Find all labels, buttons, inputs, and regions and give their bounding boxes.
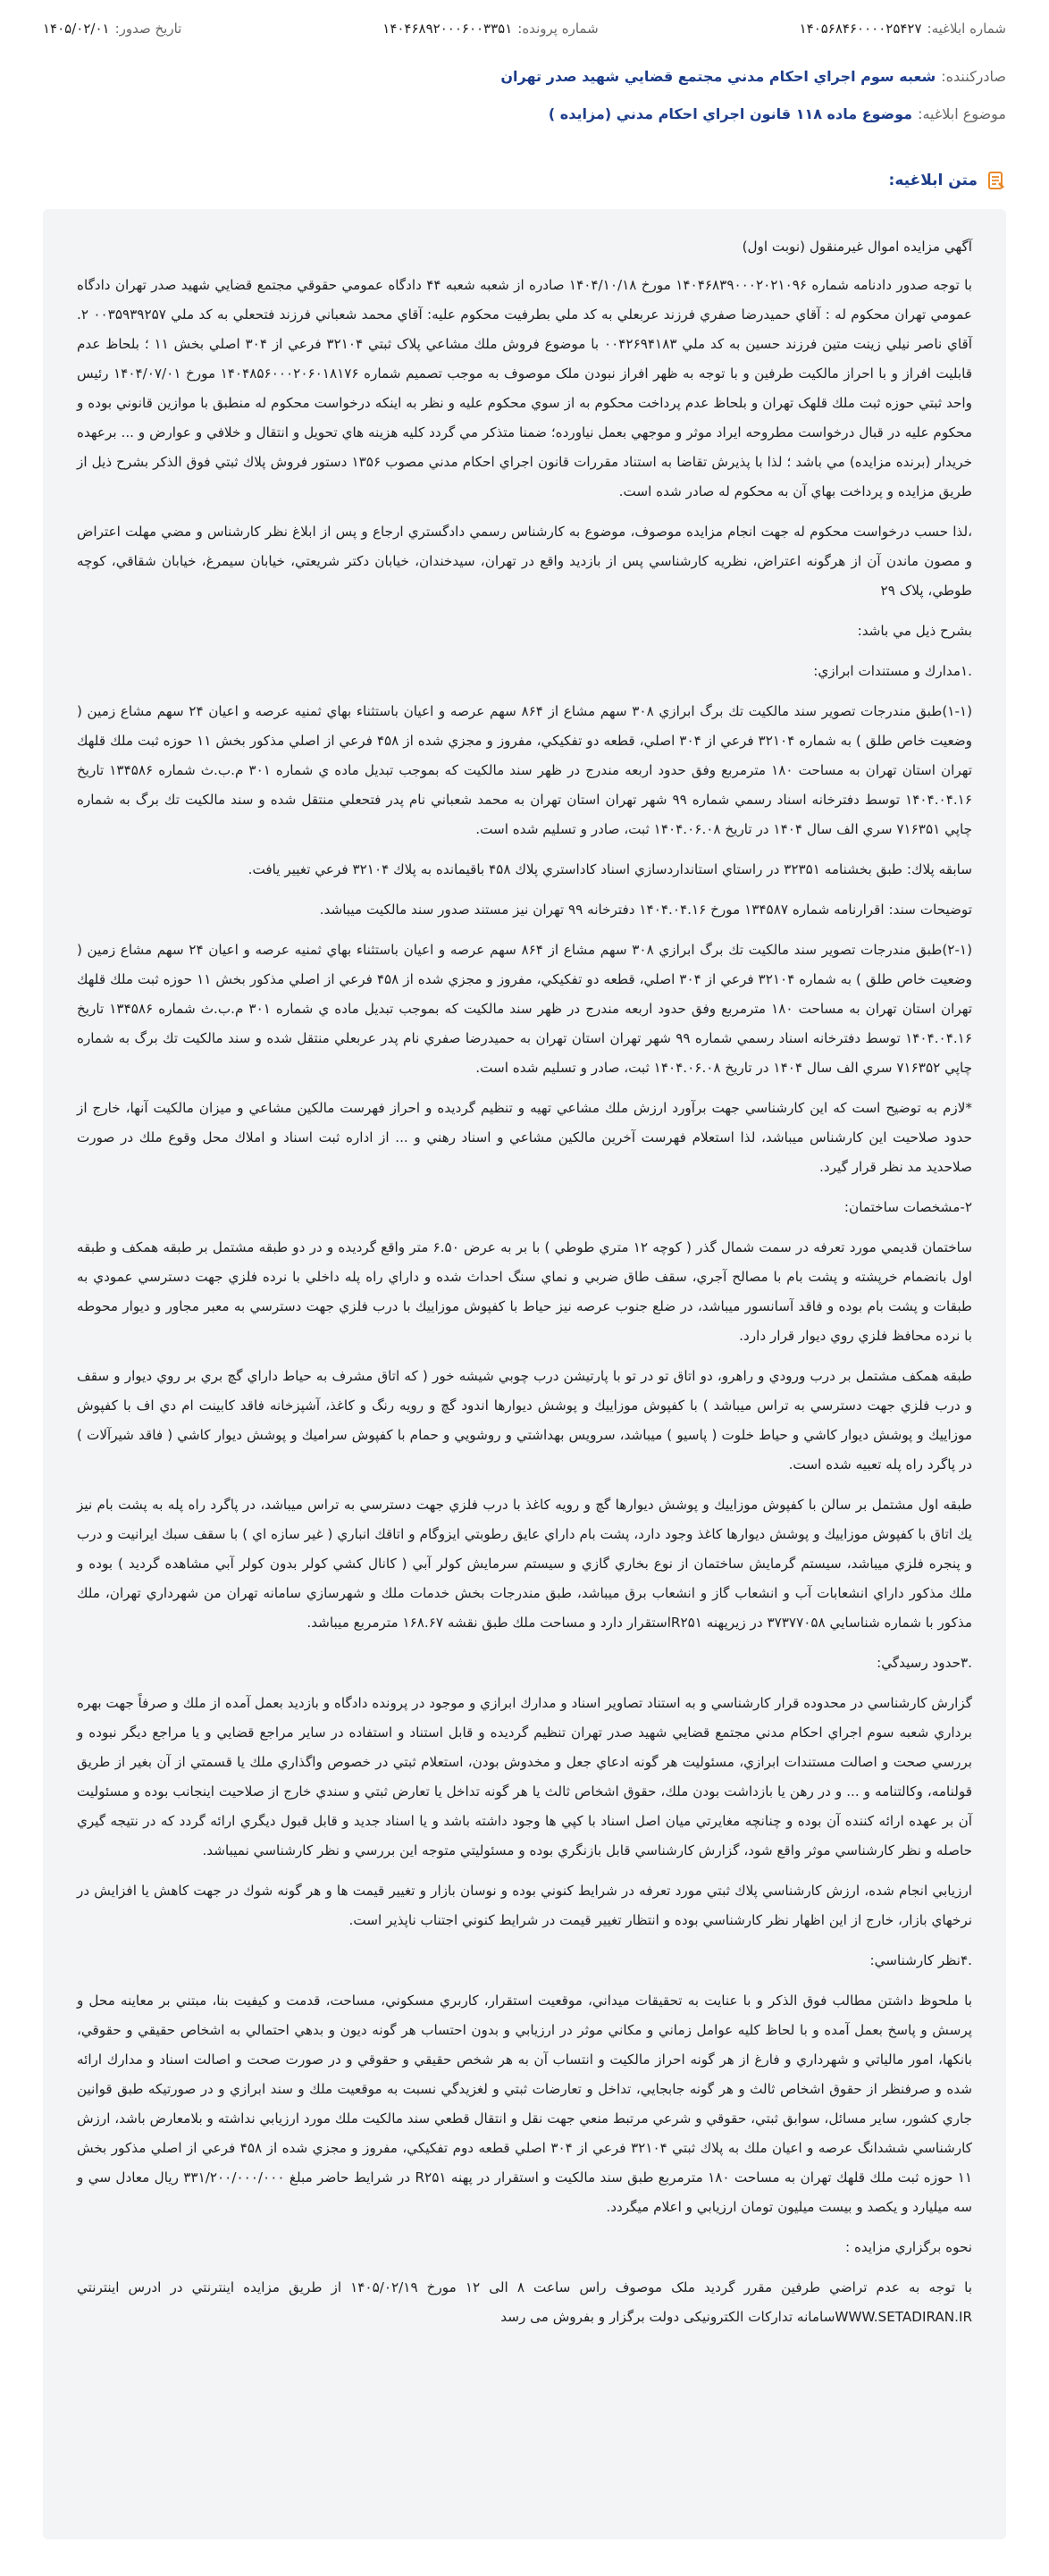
paragraph-plot-history: سابقه پلاك: طبق بخشنامه ۳۲۳۵۱ در راستاي استانداردسازي اسناد كاداستري پلاك ۴۵۸ باقيمانده به پلاك ۳۲۱۰۴ فرعي تغيير يافت. xyxy=(248,861,972,877)
issuer-label: صادرکننده: xyxy=(941,67,1006,85)
paragraph-valuation-note: ارزيابي انجام شده، ارزش كارشناسي پلاك ثبتي مورد تعرفه در شرايط كنوني بوده و نوسان بازار و تغيير قيمت ها و هر گونه شوك در جهت كاهش يا افزايش در نرخهاي بازار، خارج از اين اظهار نظر كارشناسي بوده و انتظار تغيير قيمت در شرايط كنوني اجتناب ناپذير است. xyxy=(77,1883,972,1928)
issue-date-value: ۱۴۰۵/۰۲/۰۱ xyxy=(43,21,110,37)
issue-date xyxy=(43,21,181,37)
paragraph-deed-2: (۲-۱)طبق مندرجات تصوير سند مالكيت تك برگ ابرازي ۳۰۸ سهم مشاع از ۸۶۴ سهم عرصه و اعيان باستثناء بهاي ثمنيه عرصه و اعيان ۲۴ سهم مشاع زمين ( وضعيت خاص طلق ) به شماره ۳۲۱۰۴ فرعي از ۳۰۴ اصلي، قطعه دو تفكيكي، مفروز و مجزي شده از ۴۵۸ فرعي از اصلي مذکور بخش ۱۱ حوزه ثبت ملك قلهك تهران استان تهران به مساحت ۱۸۰ مترمربع وفق حدود اربعه مندرج در ظهر سند مالكيت كه بموجب تبديل ماده ي شماره ۳۰۱ م.ب.ث شماره ۱۳۴۵۸۶ تاريخ ۱۴۰۴.۰۴.۱۶ توسط دفترخانه اسناد رسمي شماره ۹۹ شهر تهران استان تهران به حميدرضا صفري نام پدر عربعلي منتقل شده و سند مالكيت تك برگ به شماره چاپي ۷۱۶۳۵۲ سري الف سال ۱۴۰۴ در تاريخ ۱۴۰۴.۰۶.۰۸ ثبت، صادر و تسليم شده است. xyxy=(77,942,973,1076)
notice-text-title: متن ابلاغيه: xyxy=(888,172,978,189)
paragraph-ruling: با توجه صدور دادنامه شماره ۱۴۰۴۶۸۳۹۰۰۰۲۰۲۱۰۹۶ مورخ ۱۴۰۴/۱۰/۱۸ صادره از شعبه شعبه ۴۴ دادگاه عمومي حقوقي مجتمع قضايي شهيد صدر تهران دادگاه عمومي تهران محکوم له : آقاي حميدرضا صفري فرزند عربعلي به کد ملي بطرفيت محکوم عليه: آقاي محمد شعباني فرزند فتحعلي به کد ملي ۰۰۳۵۹۳۹۲۵۷ ۲. آقاي ناصر نيلي زينت متين فرزند حسين به کد ملي ۰۰۴۲۶۹۴۱۸۳ با موضوع فروش ملك مشاعي پلاک ثبتي ۳۲۱۰۴ فرعي از ۳۰۴ اصلي بخش ۱۱ ؛ بلحاظ عدم قابليت افراز و با احراز مالکيت طرفين و با توجه به ظهر افراز نبودن ملک موصوف به موجب تصميم شماره ۱۴۰۴۸۵۶۰۰۰۲۰۶۰۱۸۱۷۶ مورخ ۱۴۰۴/۰۷/۰۱ رئيس واحد ثبتي حوزه ثبت ملك قلهک تهران و بلحاظ عدم پرداخت محكوم به از سوي محكوم عليه و نظر به اينكه درخواست محکوم له منطبق با موازين قانوني بوده و محكوم عليه در قبال درخواست مطروحه ايراد موثر و موجهي بعمل نياورده؛ ضمنا متذکر مي گردد کليه هزينه هاي تحويل و انتقال و خلافي و عوارض و ... برعهده خريدار (برنده مزايده) مي باشد ؛ لذا با پذيرش تقاضا به استناد مقررات قانون اجراي احكام مدني مصوب ۱۳۵۶ دستور فروش پلاك ثبتي فوق الذكر بشرح ذيل از طريق مزايده و پرداخت بهاي آن به محكوم له صادر شده است. xyxy=(77,277,973,499)
notice-number-label: شماره ابلاغيه: xyxy=(927,21,1006,37)
heading-auction-method: نحوه برگزاري مزايده : xyxy=(845,2239,972,2255)
heading-documents: .۱مدارك و مستندات ابرازي: xyxy=(813,663,972,679)
paragraph-deed-notes: توضيحات سند: اقرارنامه شماره ۱۳۴۵۸۷ مورخ ۱۴۰۴.۰۴.۱۶ دفترخانه ۹۹ تهران نيز مستند صدور سند مالكيت ميباشد. xyxy=(319,902,972,918)
case-number xyxy=(382,21,598,37)
issuer-value: شعبه سوم اجراي احكام مدني مجتمع قضايي شهيد صدر تهران xyxy=(500,67,936,85)
notice-number xyxy=(800,21,1006,37)
paragraph-expert-referral: ،لذا حسب درخواست محکوم له جهت انجام مزايده موصوف، موضوع به کارشناس رسمي دادگستري ارجاع و پس از ابلاغ نظر کارشناس و مضي مهلت اعتراض و مصون ماندن آن از هرگونه اعتراض، نظريه کارشناسي پس از بازديد واقع در تهران، سيدخندان، خيابان دکتر شريعتي، خيابان سيمرغ، خيابان شقاقي، کوچه طوطي، پلاک ۲۹ xyxy=(77,524,972,599)
heading-scope: .۳حدود رسيدگي: xyxy=(877,1655,972,1671)
paragraph-auction-method: با توجه به عدم تراضي طرفين مقرر گرديد ملک موصوف راس ساعت ۸ الی ۱۲ مورخ ۱۴۰۵/۰۲/۱۹ از طريق مزايده اينترنتي در ادرس اينترنتي WWW.SETADIRAN.IRسامانه تدارکات الکترونيکی دولت برگزار و بفروش می رسد xyxy=(77,2279,972,2325)
heading-expert-opinion: .۴نظر كارشناسي: xyxy=(869,1952,972,1968)
issue-date-label: تاريخ صدور: xyxy=(114,21,182,37)
issuer-line xyxy=(0,57,1049,95)
paragraph-building-general: ساختمان قديمي مورد تعرفه در سمت شمال گذر ( كوچه ۱۲ متري طوطي ) با بر به عرض ۶.۵۰ متر واقع گرديده و در دو طبقه مشتمل بر طبقه همكف و طبقه اول بانضمام خرپشته و پشت بام با مصالح آجري، سقف طاق ضربي و نماي سنگ احداث شده و داراي راه پله داخلي با نرده فلزي جهت دسترسي عمودي به طبقات و پشت بام بوده و فاقد آسانسور ميباشد، در ضلع جنوب عرصه نيز حياط با كفپوش موزاييك با درب فلزي جهت دسترسي به معبر مجاور و ديوار محوطه با نرده محافظ فلزي روي ديوار قرار دارد. xyxy=(77,1239,972,1344)
paragraph-scope: گزارش كارشناسي در محدوده قرار كارشناسي و به استناد تصاوير اسناد و مدارك ابرازي و موجود در پرونده دادگاه و بازديد بعمل آمده از ملك و صرفاً جهت بهره برداري شعبه سوم اجراي احكام مدني مجتمع قضايي شهيد صدر تهران تنظيم گرديده و قابل استناد و استفاده در ساير مراجع قضايي و يا مراجع ديگر نبوده و بررسي صحت و اصالت مستندات ابرازي، مسئوليت هر گونه ادعاي جعل و مخدوش بودن، استعلام ثبتي در خصوص واگذاري ملك يا قسمتي از آن بغير از طريق قولنامه، وكالتنامه و ... و در رهن يا بازداشت بودن ملك، حقوق اشخاص ثالث يا هر گونه تداخل يا تعارض ثبتي و سندي خارج از صلاحيت اينجانب بوده و مسئوليت آن بر عهده ارائه كننده آن بوده و چنانچه مغايرتي ميان اصل اسناد با كپي ها وجود داشته باشد و يا اسناد جديد و قابل قبول ديگري ارائه گردد كه در نتيجه گيري حاصله و نظر كارشناسي موثر واقع شود، گزارش كارشناسي قابل بازنگري بوده و مسئوليتي متوجه اين بررسي و نظر كارشناسي نميباشد. xyxy=(77,1695,972,1859)
paragraph-ground-floor: طبقه همكف مشتمل بر درب ورودي و راهرو، دو اتاق تو در تو با پارتيشن درب چوبي شيشه خور ( كه اتاق مشرف به حياط داراي گچ بري بر روي ديوار و سقف و درب فلزي جهت دسترسي به تراس ميباشد ) با كفپوش موزاييك و پوشش ديوارها اندود گچ و رويه رنگ و كاغذ، آشپزخانه فاقد كابينت ام دي اف با كفپوش موزاييك و پوشش ديوار كاشي و حياط خلوت ( پاسيو ) ميباشد، سرويس بهداشتي و روشويي و حمام با كفپوش سراميك و پوشش ديوار كاشي ( فاقد شيرآلات ) در پاگرد راه پله تعبيه شده است. xyxy=(77,1368,972,1473)
paragraph-first-floor: طبقه اول مشتمل بر سالن با كفپوش موزاييك و پوشش ديوارها گچ و رويه كاغذ با درب فلزي جهت دسترسي به تراس ميباشد، در پاگرد راه پله به پشت بام نيز يك اتاق با كفپوش موزاييك و پوشش ديوارها كاغذ وجود دارد، پشت بام داراي عايق رطوبتي ايزوگام و اتاقك انباري ( غير سازه اي ) با سقف سبك ايرانيت و درب و پنجره فلزي ميباشد، سيستم گرمايش ساختمان از نوع بخاري گازي و سيستم سرمايش كولر آبي ( كانال كشي كولر بدون كولر آبي مشاهده گرديد ) بوده و ملك مذكور داراي انشعابات آب و انشعاب گاز و انشعاب برق ميباشد، طبق مندرجات بخش خدمات ملك و شهرسازي سامانه تهران من شهرداري تهران، ملك مذكور با شماره شناسايي ۳۷۳۷۷۰۵۸ در زيرپهنه R۲۵۱استقرار دارد و مساحت ملك طبق نقشه ۱۶۸.۶۷ مترمربع ميباشد. xyxy=(77,1497,972,1631)
notice-number-value: ۱۴۰۵۶۸۴۶۰۰۰۰۲۵۴۲۷ xyxy=(799,21,922,37)
notice-text-heading xyxy=(0,163,1049,198)
paragraph-ownership-note: *لازم به توضيح است كه اين كارشناسي جهت برآورد ارزش ملك مشاعي تهيه و تنظيم گرديده و احراز فهرست مالكين مشاعي و ميزان مالكيت آنها، خارج از حدود صلاحيت اين كارشناس ميباشد، لذا استعلام فهرست آخرين مالكين مشاعي و اسناد رهني و ... از اداره ثبت اسناد و املاك محل وقوع ملك در صورت صلاحديد مد نظر قرار گيرد. xyxy=(77,1100,972,1175)
case-number-label: شماره پرونده: xyxy=(517,21,599,37)
heading-building-specs: ۲-مشخصات ساختمان: xyxy=(843,1199,972,1215)
paragraph-expert-opinion: با ملحوظ داشتن مطالب فوق الذكر و با عنايت به تحقيقات ميداني، موقعيت استقرار، كاربري مسكوني، مساحت، قدمت و كيفيت بنا، مبتني بر معاينه محل و پرسش و پاسخ بعمل آمده و با لحاظ كليه عوامل زماني و مكاني موثر در ارزيابي و بدون احتساب هر گونه ديون و بدهي احتمالي به اشخاص حقيقي و حقوقي، بانكها، امور مالياتي و شهرداري و فارغ از هر گونه احراز مالكيت و انتساب آن به هر شخص حقيقي و حقوقي و در صورت صحت و اصالت اسناد و مدارك ارائه شده و صرفنظر از حقوق اشخاص ثالث و هر گونه جابجايي، تداخل و تعارضات ثبتي و لغزيدگي نسبت به موقعيت ملك و سند ابرازي و در صورتيكه طبق قوانين جاري كشور، ساير مسائل، سوابق ثبتي، حقوقي و شرعي مرتبط منعي جهت نقل و انتقال قطعي سند مالكيت ملك مورد ارزيابي نداشته و بلامعارض باشد، ارزش كارشناسي ششدانگ عرصه و اعيان ملك به پلاك ثبتي ۳۲۱۰۴ فرعي از ۳۰۴ اصلي قطعه دوم تفكيكي، مفروز و مجزي شده از ۴۵۸ فرعي از اصلي مذكور بخش ۱۱ حوزه ثبت ملك قلهك تهران به مساحت ۱۸۰ مترمربع طبق سند مالكيت و استقرار در پهنه R۲۵۱ در شرايط حاضر مبلغ ۳۳۱/۲۰۰/۰۰۰/۰۰۰ ريال معادل سي و سه ميليارد و يكصد و بيست ميليون تومان ارزيابي و اعلام ميگردد. xyxy=(77,1993,973,2215)
subject-line xyxy=(0,95,1049,132)
subject-value: موضوع ماده ۱۱۸ قانون اجراي احکام مدني (مزايده ) xyxy=(548,105,913,122)
case-number-value: ۱۴۰۴۶۸۹۲۰۰۰۶۰۰۳۳۵۱ xyxy=(382,21,513,37)
auction-heading: آگهي مزايده اموال غيرمنقول (نوبت اول) xyxy=(742,239,972,255)
paragraph-deed-1: (۱-۱)طبق مندرجات تصوير سند مالکيت تك برگ ابرازي ۳۰۸ سهم مشاع از ۸۶۴ سهم عرصه و اعيان باستثناء بهاي ثمنيه عرصه و اعيان ۲۴ سهم مشاع زمين ( وضعيت خاص طلق ) به شماره ۳۲۱۰۴ فرعي از ۳۰۴ اصلي، قطعه دو تفكيكي، مفروز و مجزي شده از ۴۵۸ فرعي از اصلي مذکور بخش ۱۱ حوزه ثبت ملك قلهك تهران استان تهران به مساحت ۱۸۰ مترمربع وفق حدود اربعه مندرج در ظهر سند مالکيت که بموجب تبديل ماده ي شماره ۳۰۱ م.ب.ث شماره ۱۳۴۵۸۶ تاريخ ۱۴۰۴.۰۴.۱۶ توسط دفترخانه اسناد رسمي شماره ۹۹ شهر تهران استان تهران به محمد شعباني نام پدر فتحعلي منتقل شده و سند مالكيت تك برگ به شماره چاپي ۷۱۶۳۵۱ سري الف سال ۱۴۰۴ در تاريخ ۱۴۰۴.۰۶.۰۸ ثبت، صادر و تسليم شده است. xyxy=(77,703,973,837)
paragraph-as-follows: بشرح ذيل مي باشد: xyxy=(857,623,972,639)
subject-label: موضوع ابلاغيه: xyxy=(918,105,1006,122)
notice-body xyxy=(43,209,1006,2539)
notice-meta-row xyxy=(0,0,1049,57)
document-icon xyxy=(986,171,1006,190)
